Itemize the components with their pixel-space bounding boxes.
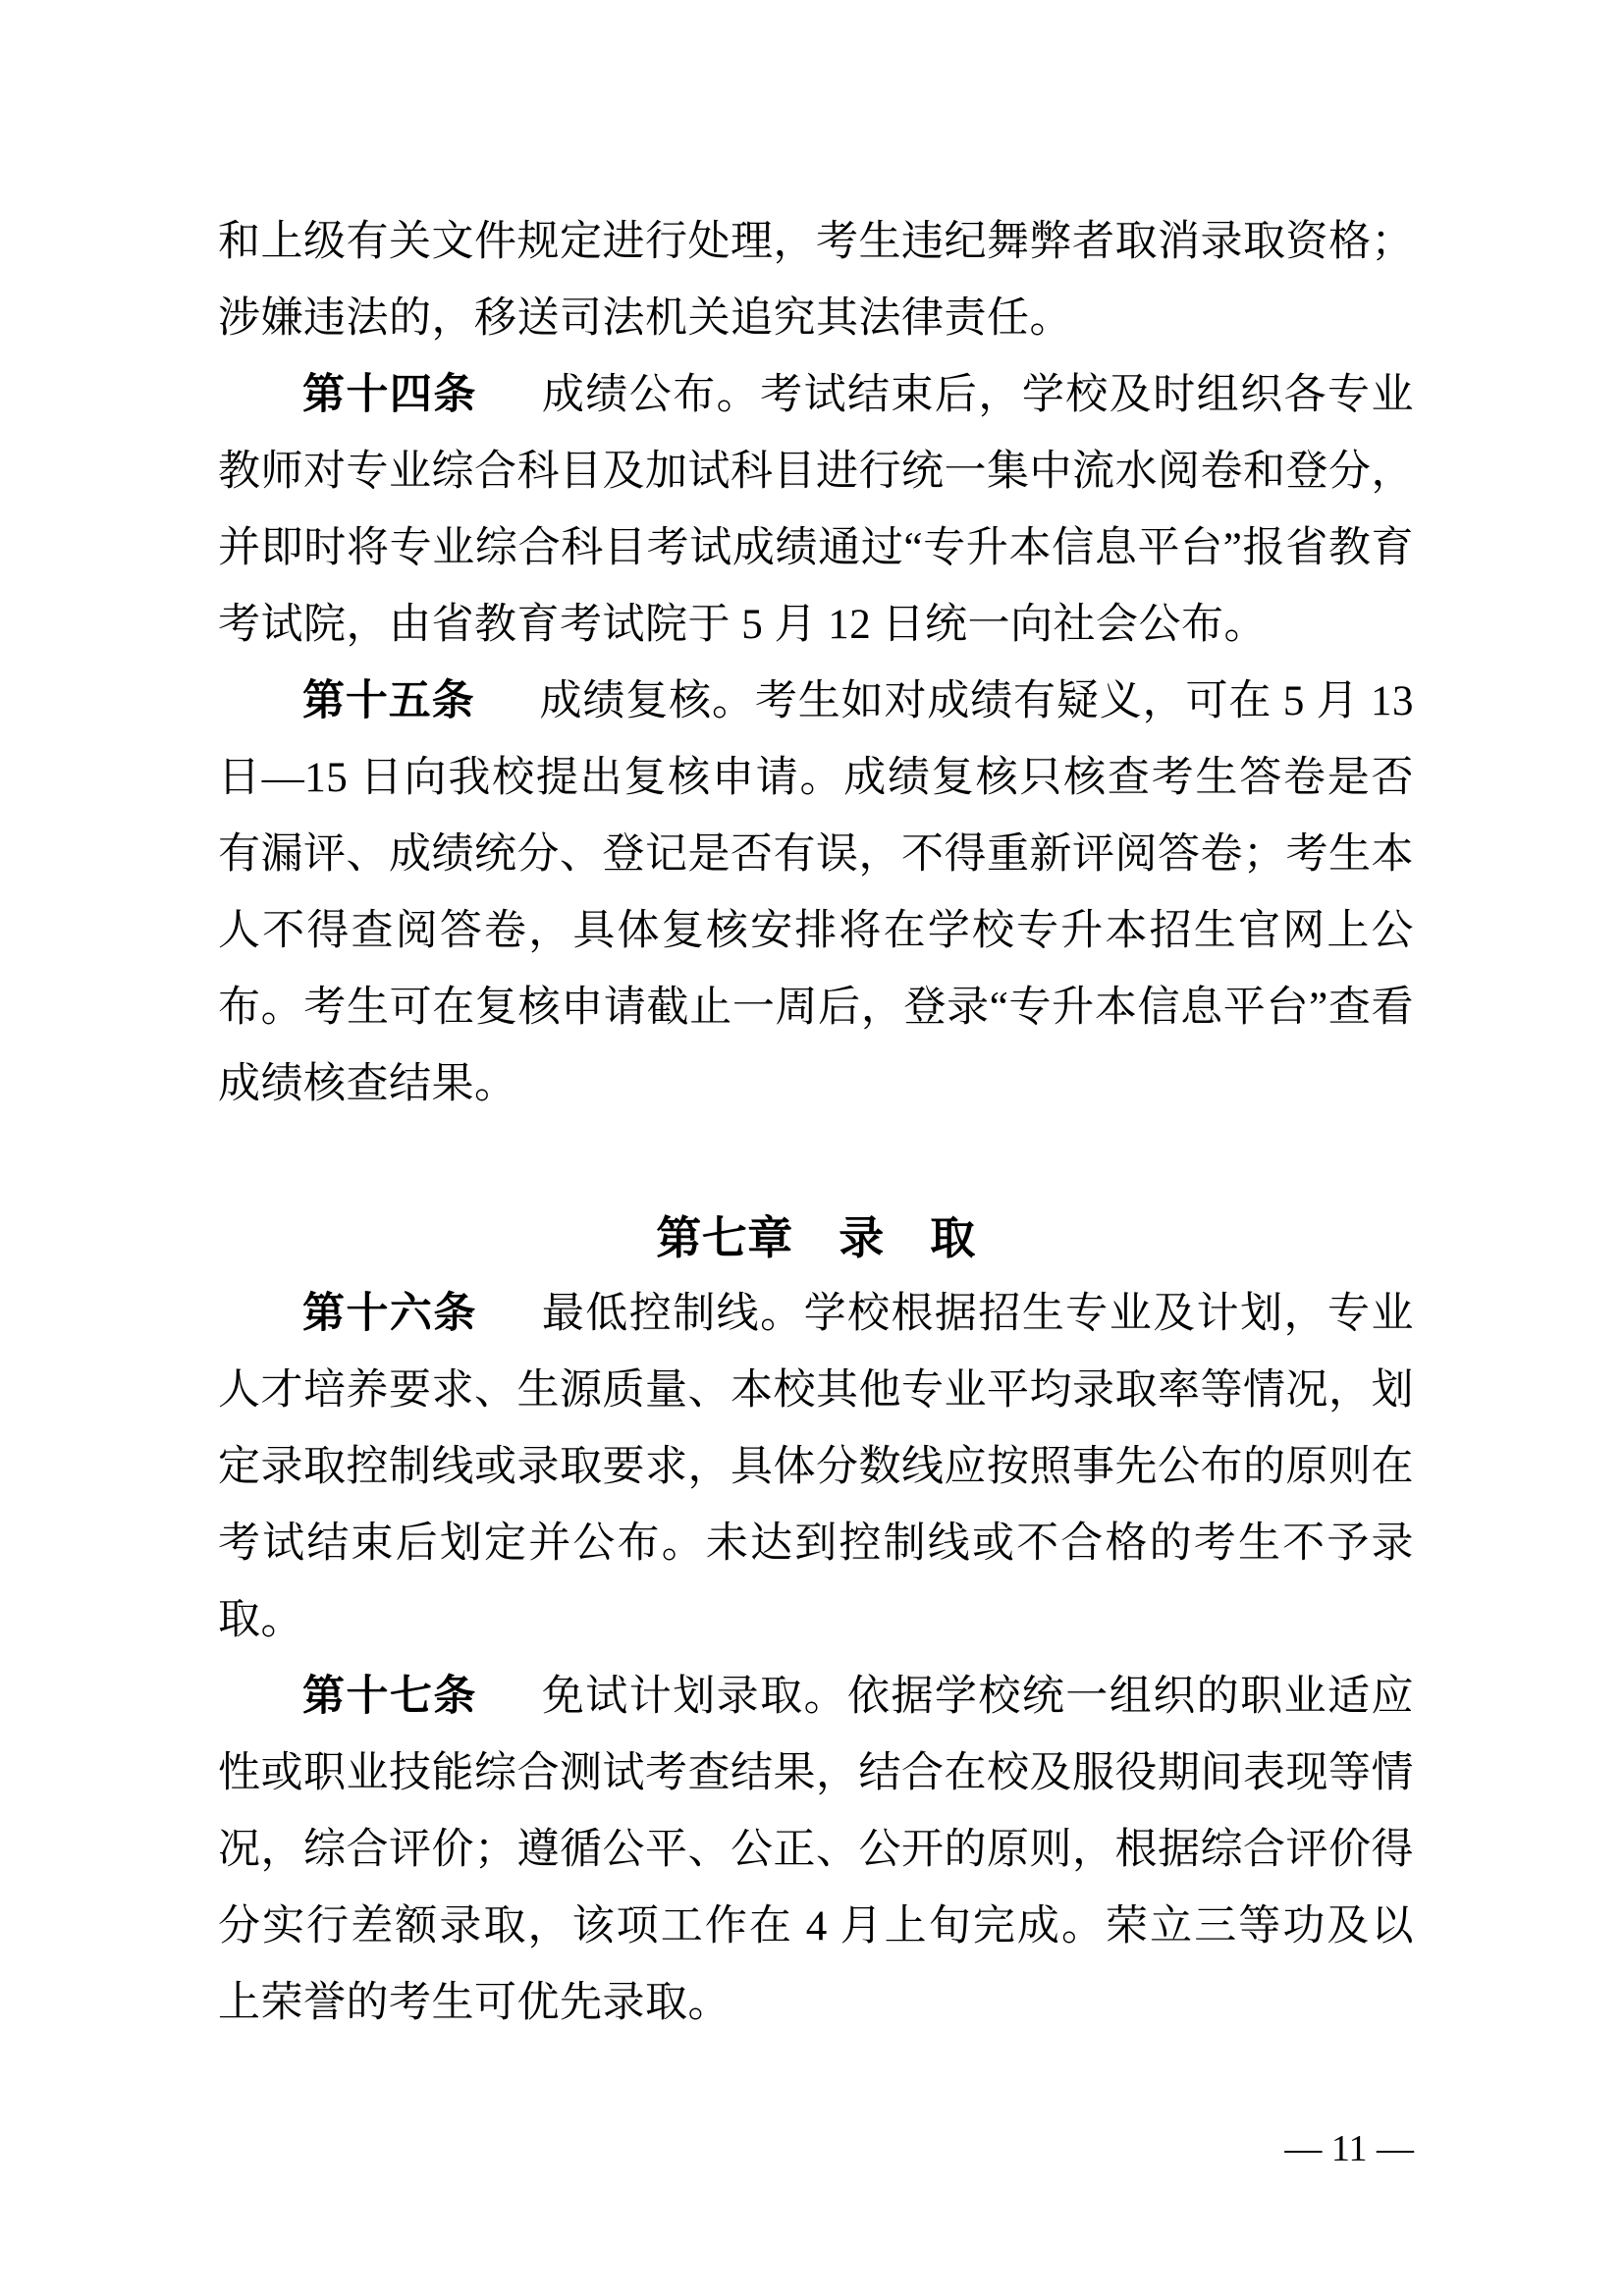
paragraph: [218, 357, 1414, 664]
article-number: 第十五条: [302, 678, 475, 724]
article-number: 第十六条: [302, 1291, 477, 1337]
paragraph-text: 最低控制线。学校根据招生专业及计划，专业人才培养要求、生源质量、本校其他专业平均录取率等情况，划定录取控制线或录取要求，具体分数线应按照事先公布的原则在考试结束后划定并公布。未达到控制线或不合格的考生不予录取。: [218, 1291, 1415, 1643]
document-body: [218, 204, 1414, 2042]
chapter-heading: 第七章 录 取: [656, 1212, 976, 1263]
page-footer: [218, 2126, 1414, 2171]
paragraph-text: 免试计划录取。依据学校统一组织的职业适应性或职业技能综合测试考查结果，结合在校及服役期间表现等情况，综合评价；遵循公平、公正、公开的原则，根据综合评价得分实行差额录取，该项工作在 4 月上旬完成。荣立三等功及以上荣誉的考生可优先录取。: [218, 1674, 1415, 2026]
paragraph: [218, 204, 1414, 357]
paragraph: [218, 1276, 1414, 1659]
paragraph-text: 和上级有关文件规定进行处理，考生违纪舞弊者取消录取资格；涉嫌违法的，移送司法机关追究其法律责任。: [218, 219, 1414, 342]
paragraph: [218, 664, 1414, 1123]
page-number: — 11 —: [1284, 2128, 1414, 2169]
article-number: 第十七条: [302, 1674, 477, 1720]
paragraph-text: 成绩复核。考生如对成绩有疑义，可在 5 月 13 日—15 日向我校提出复核申请。成绩复核只核查考生答卷是否有漏评、成绩统分、登记是否有误，不得重新评阅答卷；考生本人不得查阅答卷，具体复核安排将在学校专升本招生官网上公布。考生可在复核申请截止一周后，登录“专升本信息平台”查看成绩核查结果。: [218, 678, 1415, 1107]
paragraph-text: 成绩公布。考试结束后，学校及时组织各专业教师对专业综合科目及加试科目进行统一集中流水阅卷和登分，并即时将专业综合科目考试成绩通过“专升本信息平台”报省教育考试院，由省教育考试院于 5 月 12 日统一向社会公布。: [218, 372, 1415, 648]
article-number: 第十四条: [302, 372, 477, 418]
paragraph: [218, 1659, 1414, 2042]
